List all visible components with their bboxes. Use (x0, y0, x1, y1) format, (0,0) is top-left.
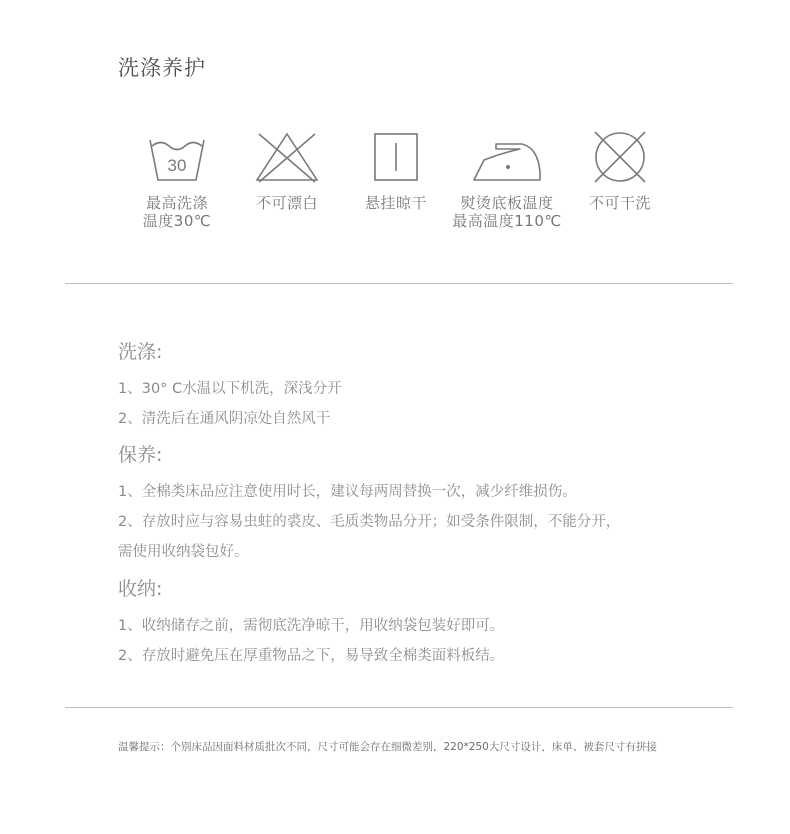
section-heading: 保养: (118, 444, 163, 466)
section-maintenance (118, 440, 738, 567)
section-wash (118, 337, 738, 434)
divider (65, 283, 733, 284)
caption-line: 温度30℃ (142, 212, 212, 230)
footnote: 温馨提示：个别床品因面料材质批次不同，尺寸可能会存在细微差别，220*250大尺寸设计，床单、被套尺寸有拼接 (118, 741, 657, 753)
section-line: 2、存放时避免压在厚重物品之下，易导致全棉类面料板结。 (118, 648, 505, 664)
line-dry-icon (371, 130, 421, 184)
section-line: 1、30° C水温以下机洗，深浅分开 (118, 381, 342, 397)
symbol-caption (555, 194, 685, 212)
section-line: 1、收纳储存之前，需彻底洗净晾干，用收纳袋包装好即可。 (118, 618, 505, 634)
section-line: 2、清洗后在通风阴凉处自然风干 (118, 411, 331, 427)
iron-low-temp-icon (470, 130, 544, 184)
symbol-caption (442, 194, 572, 230)
no-bleach-icon (252, 130, 322, 184)
caption-line: 最高温度110℃ (452, 212, 562, 230)
section-line: 需使用收纳袋包好。 (118, 544, 249, 560)
wash-tub-30-icon (144, 130, 210, 184)
care-symbol-iron (442, 130, 572, 230)
caption-line: 不可漂白 (255, 194, 318, 212)
section-line: 2、存放时应与容易虫蛀的裘皮、毛质类物品分开；如受条件限制，不能分开， (118, 514, 621, 530)
divider (65, 707, 733, 708)
section-line: 1、全棉类床品应注意使用时长，建议每两周替换一次，减少纤维损伤。 (118, 484, 577, 500)
no-dry-clean-icon (587, 130, 653, 184)
caption-line: 悬挂晾干 (364, 194, 427, 212)
section-storage (118, 574, 738, 671)
caption-line: 熨烫底板温度 (460, 194, 554, 212)
section-heading: 收纳: (118, 578, 163, 600)
page-title: 洗涤养护 (118, 56, 206, 80)
care-symbol-no-dry-clean (555, 130, 685, 212)
caption-line: 不可干洗 (588, 194, 651, 212)
wash-temperature-number: 30 (167, 156, 187, 175)
caption-line: 最高洗涤 (145, 194, 208, 212)
section-heading: 洗涤: (118, 341, 163, 363)
